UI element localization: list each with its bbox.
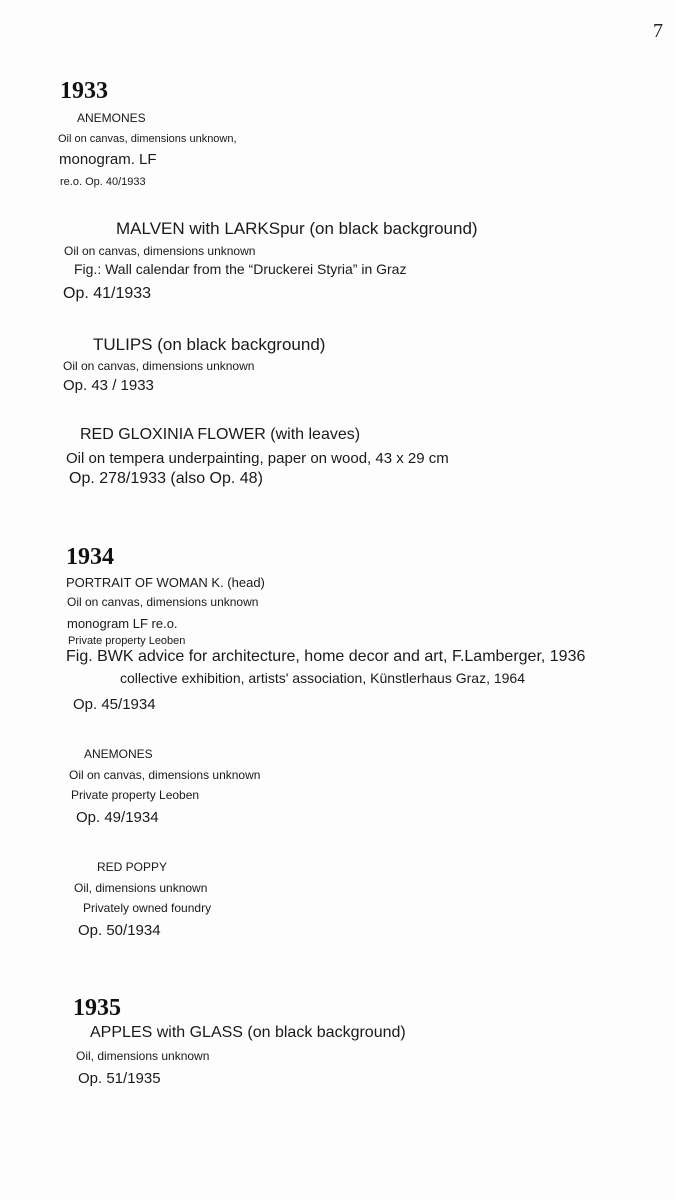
page-number: 7 [653, 20, 663, 42]
artwork-detail: Oil on canvas, dimensions unknown [67, 595, 259, 609]
artwork-title: PORTRAIT OF WOMAN K. (head) [66, 575, 265, 590]
artwork-detail: Privately owned foundry [83, 901, 212, 915]
artwork-detail: Op. 49/1934 [76, 809, 159, 826]
artwork-detail: Oil on canvas, dimensions unknown, [58, 133, 237, 145]
artwork-detail: Op. 51/1935 [78, 1070, 161, 1087]
artwork-title: APPLES with GLASS (on black background) [90, 1024, 406, 1041]
artwork-detail: Op. 278/1933 (also Op. 48) [69, 470, 263, 487]
artwork-detail: Oil on canvas, dimensions unknown [64, 244, 256, 258]
artwork-title: TULIPS (on black background) [93, 335, 326, 354]
artwork-detail: Fig. BWK advice for architecture, home decor and art, F.Lamberger, 1936 [66, 648, 586, 665]
artwork-detail: Op. 45/1934 [73, 696, 156, 713]
artwork-detail: Oil, dimensions unknown [74, 881, 208, 895]
artwork-detail: monogram LF re.o. [67, 616, 178, 631]
artwork-title: ANEMONES [77, 111, 146, 125]
artwork-detail: Oil, dimensions unknown [76, 1049, 210, 1063]
year-heading-1934: 1934 [66, 544, 114, 570]
artwork-title: RED GLOXINIA FLOWER (with leaves) [80, 426, 361, 443]
artwork-detail: Fig.: Wall calendar from the “Druckerei Styria” in Graz [74, 261, 407, 277]
artwork-detail: collective exhibition, artists' association, Künstlerhaus Graz, 1964 [120, 670, 525, 686]
artwork-detail: monogram. LF [59, 151, 157, 168]
artwork-detail: re.o. Op. 40/1933 [60, 176, 146, 188]
artwork-detail: Private property Leoben [71, 788, 200, 802]
artwork-detail: Oil on canvas, dimensions unknown [63, 359, 255, 373]
artwork-detail: Op. 43 / 1933 [63, 377, 154, 394]
artwork-title: RED POPPY [97, 860, 168, 874]
artwork-detail: Op. 50/1934 [78, 922, 161, 939]
artwork-title: ANEMONES [84, 747, 153, 761]
artwork-detail: Private property Leoben [68, 635, 186, 647]
artwork-detail: Oil on tempera underpainting, paper on wood, 43 x 29 cm [66, 450, 449, 467]
year-heading-1933: 1933 [60, 78, 108, 104]
artwork-detail: Oil on canvas, dimensions unknown [69, 768, 261, 782]
artwork-detail: Op. 41/1933 [63, 285, 152, 302]
year-heading-1935: 1935 [73, 995, 121, 1021]
artwork-title: MALVEN with LARKSpur (on black background) [116, 219, 478, 238]
